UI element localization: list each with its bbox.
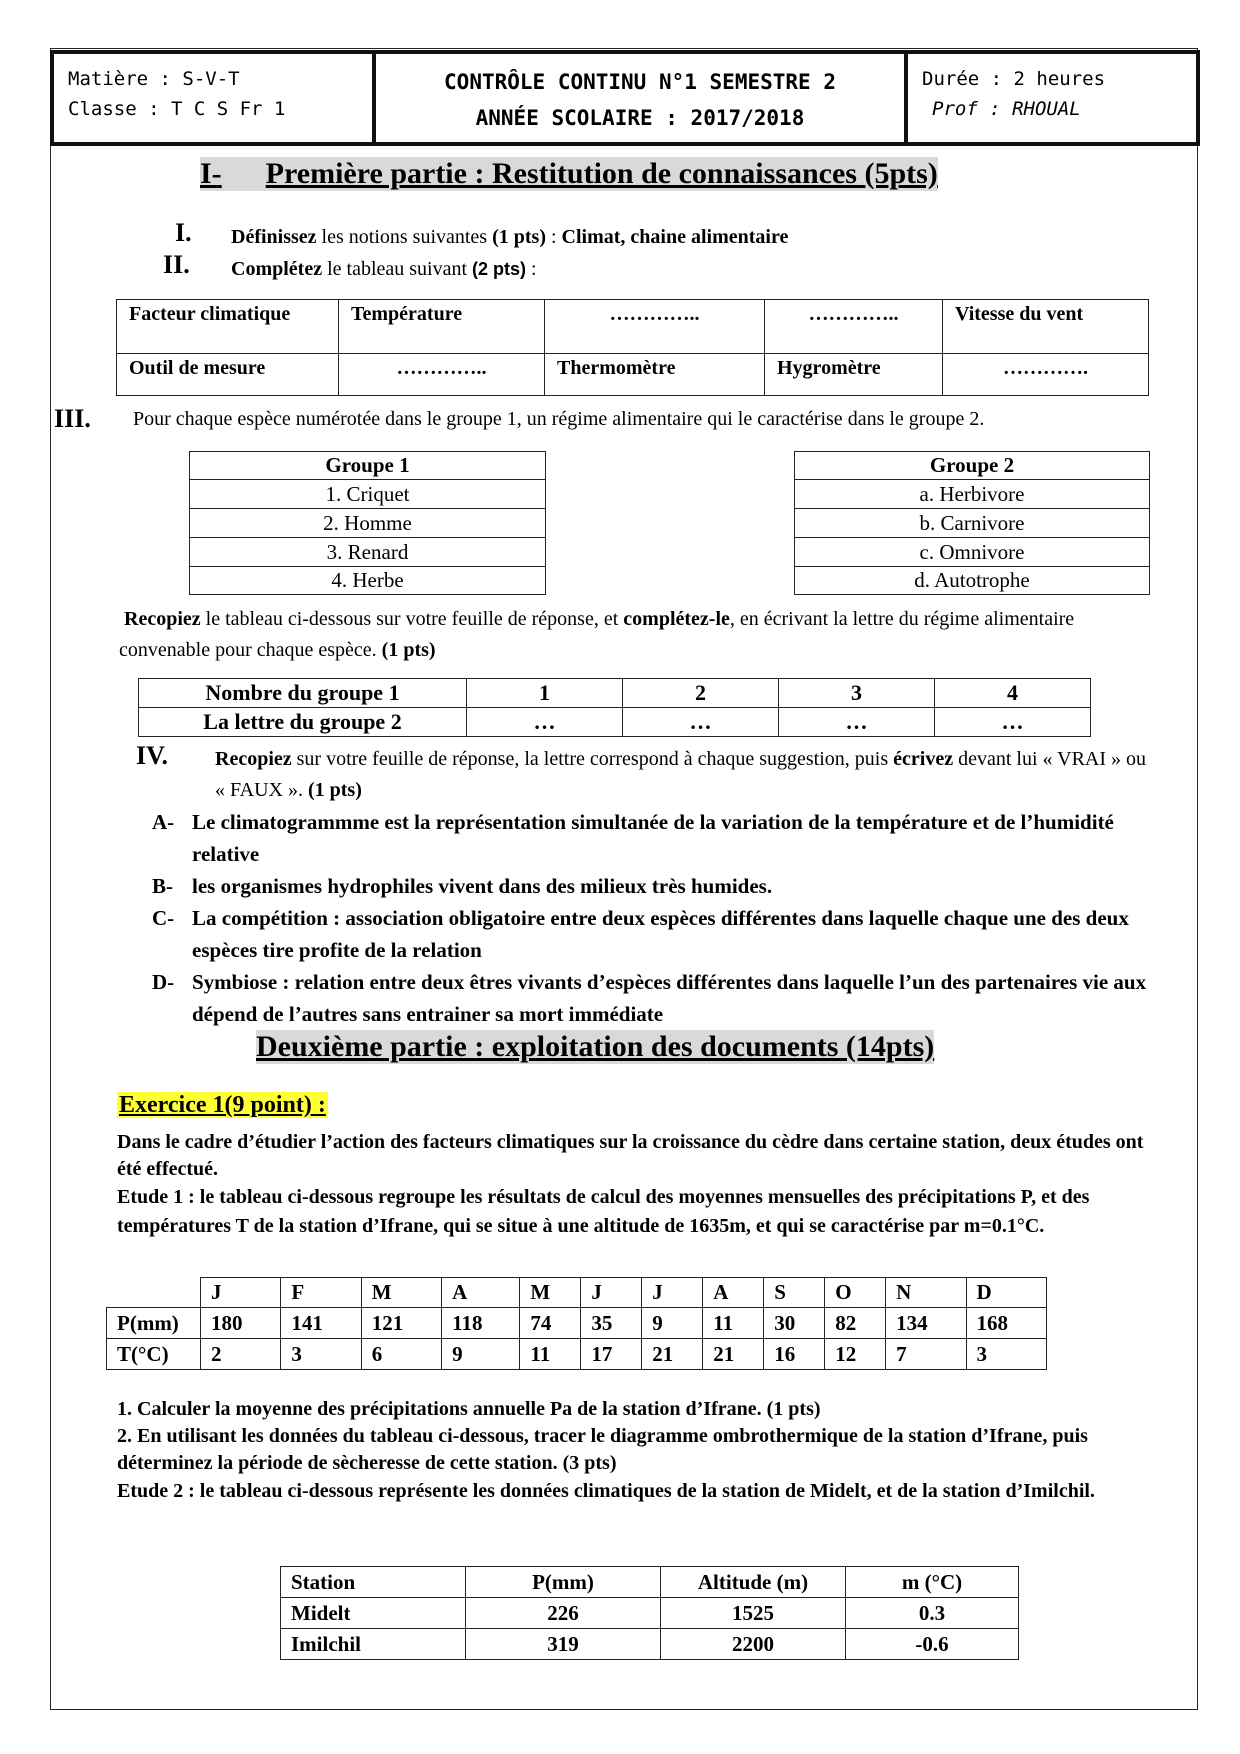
q4-verb2: écrivez xyxy=(893,748,954,770)
table-cell: 17 xyxy=(581,1339,642,1370)
table-cell: Imilchil xyxy=(281,1629,466,1660)
table-cell: T(°C) xyxy=(107,1339,201,1370)
table-cell: D xyxy=(966,1278,1046,1308)
table-cell: 11 xyxy=(520,1339,581,1370)
q3b-verb2: complétez-le xyxy=(623,608,730,630)
groupe1-table xyxy=(189,451,546,595)
groupe2-title: Groupe 2 xyxy=(795,452,1150,480)
suggestions-list xyxy=(152,806,1162,1030)
answer-table xyxy=(138,678,1091,737)
table-cell: 2 xyxy=(623,679,779,708)
table-cell: 7 xyxy=(886,1339,966,1370)
table-cell: 1 xyxy=(467,679,623,708)
q1-body: les notions suivantes xyxy=(316,226,493,248)
q1-numeral: I. xyxy=(175,218,192,247)
q1-verb: Définissez xyxy=(231,226,317,248)
q4-verb: Recopiez xyxy=(215,748,292,770)
table-cell: 21 xyxy=(703,1339,764,1370)
table-cell: A xyxy=(703,1278,764,1308)
list-item: a. Herbivore xyxy=(795,480,1150,509)
table-cell: 319 xyxy=(466,1629,661,1660)
list-item: 4. Herbe xyxy=(190,567,546,595)
table-cell: J xyxy=(201,1278,281,1308)
etude1-text: Etude 1 : le tableau ci-dessous regroupe les résultats de calcul des moyennes mensuelles des précipitations P, et des températures T de la station d’Ifrane, qui se situe à une altitude de 1635m, et qui se caractérise par m=0.1°C. xyxy=(117,1186,1090,1237)
table-cell: 3 xyxy=(966,1339,1046,1370)
class: Classe : T C S Fr 1 xyxy=(68,98,286,120)
part1-numeral: I- xyxy=(200,157,222,190)
table-cell: Thermomètre xyxy=(545,354,765,396)
q3b-body1: le tableau ci-dessous sur votre feuille de réponse, et xyxy=(200,608,624,630)
table-cell: 3 xyxy=(779,679,935,708)
list-item xyxy=(152,870,1162,902)
exam-header xyxy=(50,50,1200,146)
question-2: 2. En utilisant les données du tableau ci-dessous, tracer le diagramme ombrothermique de la station d’Ifrane, puis déterminez la période de sècheresse de cette station. (3 pts) xyxy=(117,1425,1088,1474)
part1-title xyxy=(200,157,938,191)
table-cell: 6 xyxy=(361,1339,441,1370)
table-cell: 82 xyxy=(825,1308,886,1339)
table-row xyxy=(117,300,1149,354)
suggestion-text: les organismes hydrophiles vivent dans des milieux très humides. xyxy=(192,874,773,898)
exam-title: CONTRÔLE CONTINU N°1 SEMESTRE 2 xyxy=(444,70,836,94)
table-cell: 134 xyxy=(886,1308,966,1339)
table-cell: 16 xyxy=(764,1339,825,1370)
table-header: Altitude (m) xyxy=(661,1567,846,1598)
list-item xyxy=(152,966,1162,1030)
table-cell: 3 xyxy=(281,1339,361,1370)
q2-body: le tableau suivant xyxy=(322,258,473,280)
table-cell: 12 xyxy=(825,1339,886,1370)
q1-notions: Climat, chaine alimentaire xyxy=(561,226,789,248)
table-cell: 4 xyxy=(935,679,1091,708)
table-cell: ………….. xyxy=(339,354,545,396)
groupe1-title: Groupe 1 xyxy=(190,452,546,480)
table-cell: S xyxy=(764,1278,825,1308)
table-cell: Température xyxy=(339,300,545,354)
list-item xyxy=(152,902,1162,966)
questions-block xyxy=(117,1396,1162,1506)
table-cell: 74 xyxy=(520,1308,581,1339)
table-row xyxy=(107,1308,1047,1339)
climate-factor-table xyxy=(116,299,1149,396)
table-cell: 9 xyxy=(642,1308,703,1339)
q3-text: Pour chaque espèce numérotée dans le groupe 1, un régime alimentaire qui le caractérise dans le groupe 2. xyxy=(133,408,985,430)
table-row xyxy=(281,1598,1019,1629)
table-row xyxy=(139,679,1091,708)
table-cell: 30 xyxy=(764,1308,825,1339)
suggestion-letter: C- xyxy=(152,906,175,930)
q4-body1: sur votre feuille de réponse, la lettre correspond à chaque suggestion, puis xyxy=(291,748,894,770)
table-cell: F xyxy=(281,1278,361,1308)
table-cell: 2 xyxy=(201,1339,281,1370)
table-cell xyxy=(107,1278,201,1308)
suggestion-text: La compétition : association obligatoire entre deux espèces différentes dans laquelle chaque une des deux espèces tire profite de la relation xyxy=(192,906,1129,962)
table-row xyxy=(107,1339,1047,1370)
table-cell: J xyxy=(581,1278,642,1308)
suggestion-letter: B- xyxy=(152,874,173,898)
table-cell: O xyxy=(825,1278,886,1308)
q2-pts: (2 pts) xyxy=(472,259,527,279)
table-cell: … xyxy=(467,708,623,737)
table-cell: ………….. xyxy=(545,300,765,354)
table-cell: 0.3 xyxy=(846,1598,1019,1629)
table-cell: 121 xyxy=(361,1308,441,1339)
table-cell: … xyxy=(623,708,779,737)
q1-sep: : xyxy=(545,226,562,248)
list-item: 3. Renard xyxy=(190,538,546,567)
exercise-intro xyxy=(117,1129,1162,1241)
part1-title-text: Première partie : Restitution de connaissances (5pts) xyxy=(265,157,938,190)
table-cell: 118 xyxy=(442,1308,520,1339)
table-cell: …………. xyxy=(943,354,1149,396)
school-year: ANNÉE SCOLAIRE : 2017/2018 xyxy=(475,106,805,130)
q1-pts: (1 pts) xyxy=(492,226,546,248)
list-item: d. Autotrophe xyxy=(795,567,1150,595)
list-item: 2. Homme xyxy=(190,509,546,538)
table-cell: … xyxy=(935,708,1091,737)
table-header: P(mm) xyxy=(466,1567,661,1598)
table-cell: Outil de mesure xyxy=(117,354,339,396)
table-cell: 9 xyxy=(442,1339,520,1370)
etude2-text: Etude 2 : le tableau ci-dessous représente les données climatiques de la station de Midelt, et de la station d’Imilchil. xyxy=(117,1480,1095,1502)
teacher: Prof : RHOUAL xyxy=(932,98,1081,120)
table-cell: ………….. xyxy=(765,300,943,354)
intro-text: Dans le cadre d’étudier l’action des facteurs climatiques sur la croissance du cèdre dans certaine station, deux études ont été effectué. xyxy=(117,1131,1144,1180)
list-item: c. Omnivore xyxy=(795,538,1150,567)
exercise-title xyxy=(117,1092,328,1119)
groupe2-table xyxy=(794,451,1150,595)
suggestion-letter: D- xyxy=(152,970,175,994)
table-cell: 35 xyxy=(581,1308,642,1339)
table-cell: La lettre du groupe 2 xyxy=(139,708,467,737)
table-cell: 11 xyxy=(703,1308,764,1339)
suggestion-text: Symbiose : relation entre deux êtres vivants d’espèces différentes dans laquelle l’un des partenaires vie aux dépend de l’autres sans entrainer sa mort immédiate xyxy=(192,970,1147,1026)
table-row xyxy=(139,708,1091,737)
header-left xyxy=(54,54,376,142)
suggestion-text: Le climatogrammme est la représentation simultanée de la variation de la température et de l’humidité relative xyxy=(192,810,1114,866)
table-row xyxy=(281,1567,1019,1598)
list-item xyxy=(152,806,1162,870)
table-row xyxy=(281,1629,1019,1660)
part2-title: Deuxième partie : exploitation des documents (14pts) xyxy=(256,1030,935,1063)
table-cell: 141 xyxy=(281,1308,361,1339)
table-header: m (°C) xyxy=(846,1567,1019,1598)
q4-body2: devant lui « VRAI » ou « FAUX ». xyxy=(215,748,1147,801)
q3b-body2: , en écrivant la lettre du régime alimentaire convenable pour chaque espèce. xyxy=(119,608,1075,661)
q3-numeral: III. xyxy=(54,404,91,433)
duration: Durée : 2 heures xyxy=(922,68,1106,90)
table-cell: 2200 xyxy=(661,1629,846,1660)
table-cell: Midelt xyxy=(281,1598,466,1629)
table-cell: Facteur climatique xyxy=(117,300,339,354)
table-cell: Nombre du groupe 1 xyxy=(139,679,467,708)
table-cell: -0.6 xyxy=(846,1629,1019,1660)
suggestion-letter: A- xyxy=(152,810,175,834)
table-cell: 21 xyxy=(642,1339,703,1370)
station-table xyxy=(280,1566,1019,1660)
q3b-text xyxy=(119,604,1159,666)
table-cell: … xyxy=(779,708,935,737)
list-item: b. Carnivore xyxy=(795,509,1150,538)
q1-text xyxy=(231,222,788,253)
q2-sep: : xyxy=(526,258,537,280)
subject: Matière : S-V-T xyxy=(68,68,240,90)
table-cell: J xyxy=(642,1278,703,1308)
table-cell: Hygromètre xyxy=(765,354,943,396)
q2-numeral: II. xyxy=(163,250,190,279)
table-cell: A xyxy=(442,1278,520,1308)
question-1: 1. Calculer la moyenne des précipitations annuelle Pa de la station d’Ifrane. (1 pts) xyxy=(117,1398,821,1420)
q3b-verb: Recopiez xyxy=(124,608,201,630)
table-header: Station xyxy=(281,1567,466,1598)
table-cell: M xyxy=(361,1278,441,1308)
table-cell: 1525 xyxy=(661,1598,846,1629)
q2-verb: Complétez xyxy=(231,258,323,280)
table-cell: Vitesse du vent xyxy=(943,300,1149,354)
q4-pts: (1 pts) xyxy=(307,779,362,801)
table-cell: 168 xyxy=(966,1308,1046,1339)
q4-text xyxy=(215,744,1155,806)
exercise-label: Exercice 1(9 point) : xyxy=(119,1092,326,1118)
header-center xyxy=(376,54,908,142)
table-row xyxy=(117,354,1149,396)
q3b-pts: (1 pts) xyxy=(381,639,436,661)
q4-numeral: IV. xyxy=(136,741,169,770)
table-row xyxy=(107,1278,1047,1308)
table-cell: M xyxy=(520,1278,581,1308)
ifrane-climate-table xyxy=(106,1277,1047,1370)
q2-text xyxy=(231,254,537,285)
table-cell: 226 xyxy=(466,1598,661,1629)
table-cell: P(mm) xyxy=(107,1308,201,1339)
header-right xyxy=(908,54,1196,142)
table-cell: 180 xyxy=(201,1308,281,1339)
list-item: 1. Criquet xyxy=(190,480,546,509)
table-cell: N xyxy=(886,1278,966,1308)
